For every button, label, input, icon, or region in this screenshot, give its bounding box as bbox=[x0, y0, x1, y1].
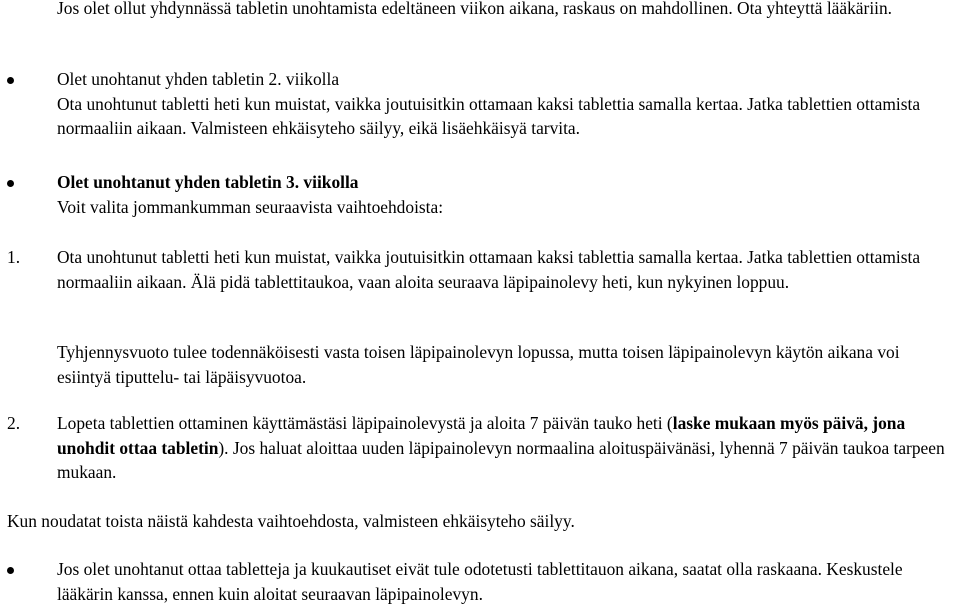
bullet-icon bbox=[7, 77, 14, 84]
option2-emphasis: laske mukaan myös päivä, jona unohdit ottaa tabletin bbox=[57, 413, 906, 458]
option1-note: Tyhjennysvuoto tulee todennäköisesti vasta toisen läpipainolevyn lopussa, mutta toisen läpipainolevyn käytön aikana voi esiintyä tiputtelu- tai läpäisyvuotoa. bbox=[57, 342, 900, 387]
bullet-icon bbox=[7, 567, 14, 574]
no-bleed-paragraph: Jos olet unohtanut ottaa tabletteja ja kuukautiset eivät tule odotetusti tablettitauon aikana, saatat olla raskaana. Keskustele lääkärin kanssa, ennen kuin aloitat seuraavan läpipainolevyn. bbox=[57, 559, 903, 604]
bullet-icon bbox=[7, 180, 14, 187]
option1-paragraph: Ota unohtunut tabletti heti kun muistat, vaikka joutuisitkin ottamaan kaksi tablettia samalla kertaa. Jatka tablettien ottamista normaaliin aikaan. Älä pidä tablettitaukoa, vaan aloita seuraava läpipainolevy heti, kun nykyinen loppuu. bbox=[57, 247, 921, 292]
week3-paragraph: Voit valita jommankumman seuraavista vaihtoehdoista: bbox=[57, 196, 444, 217]
option2-paragraph: Lopeta tablettien ottaminen käyttämästäsi läpipainolevystä ja aloita 7 päivän tauko heti (laske mukaan myös päivä, jona unohdit ottaa tabletin). Jos haluat aloittaa uuden läpipainolevyn normaalina aloituspäivänäsi, lyhennä 7 päivän taukoa tarpeen mukaan. bbox=[57, 413, 945, 482]
week2-paragraph: Ota unohtunut tabletti heti kun muistat, vaikka joutuisitkin ottamaan kaksi tablettia samalla kertaa. Jatka tablettien ottamista normaaliin aikaan. Valmisteen ehkäisyteho säilyy, eikä lisäehkäisyä tarvita. bbox=[57, 93, 921, 138]
option1-number: 1. bbox=[7, 247, 21, 267]
option2-number: 2. bbox=[7, 413, 21, 433]
week2-heading: Olet unohtanut yhden tabletin 2. viikolla bbox=[57, 69, 340, 89]
week3-heading: Olet unohtanut yhden tabletin 3. viikolla bbox=[57, 172, 359, 192]
summary-paragraph: Kun noudatat toista näistä kahdesta vaihtoehdosta, valmisteen ehkäisyteho säilyy. bbox=[7, 511, 575, 531]
intro-paragraph: Jos olet ollut yhdynnässä tabletin unohtamista edeltäneen viikon aikana, raskaus on mahdollinen. Ota yhteyttä lääkäriin. bbox=[57, 0, 893, 18]
